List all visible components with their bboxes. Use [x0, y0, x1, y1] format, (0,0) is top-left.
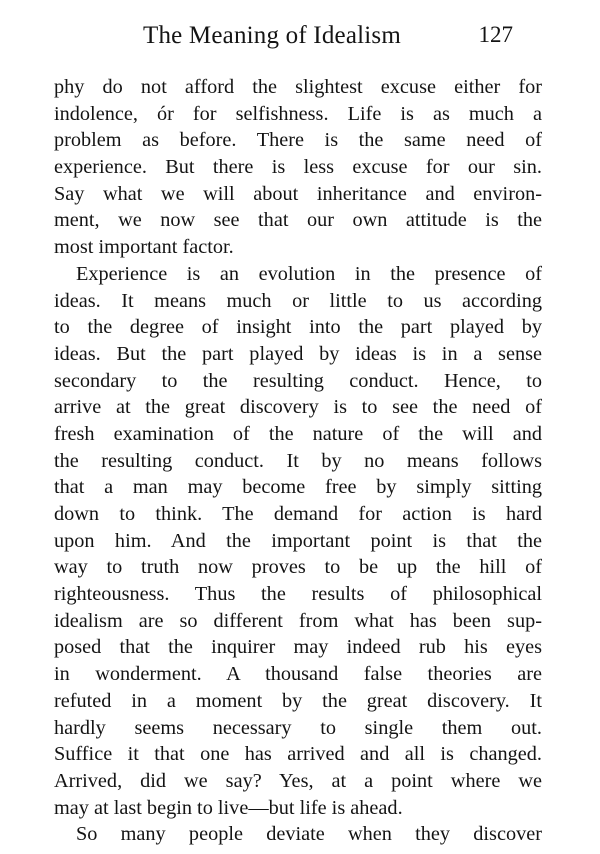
text-line: arrive at the great discovery is to see the need of — [54, 396, 542, 419]
text-line: the resulting conduct. It by no means follows — [54, 449, 542, 472]
text-line: ideas. It means much or little to us according — [54, 289, 542, 312]
page-body-text — [54, 74, 542, 848]
text-line: upon him. And the important point is that the — [54, 529, 542, 552]
text-line: fresh examination of the nature of the will and — [54, 422, 542, 445]
text-line: posed that the inquirer may indeed rub his eyes — [54, 636, 542, 659]
text-line: idealism are so different from what has been sup- — [54, 609, 542, 632]
text-line: Say what we will about inheritance and environ- — [54, 182, 542, 205]
chapter-title: The Meaning of Idealism — [143, 22, 401, 49]
text-line: down to think. The demand for action is hard — [54, 503, 542, 525]
text-line: righteousness. Thus the results of philosophical — [54, 583, 542, 606]
text-line: Suffice it that one has arrived and all is changed. — [54, 743, 542, 766]
text-line: that a man may become free by simply sitting — [54, 476, 542, 499]
text-line: phy do not afford the slightest excuse either for — [54, 76, 542, 98]
text-line: experience. But there is less excuse for our sin. — [54, 156, 542, 179]
text-line: refuted in a moment by the great discovery. It — [54, 689, 542, 712]
text-line: secondary to the resulting conduct. Hence, to — [54, 369, 542, 392]
text-line: way to truth now proves to be up the hill of — [54, 556, 542, 579]
text-line: ment, we now see that our own attitude is the — [54, 209, 542, 232]
running-header — [55, 22, 513, 56]
text-line: ideas. But the part played by ideas is in a sense — [54, 342, 542, 365]
text-line: indolence, ór for selfishness. Life is as much a — [54, 102, 542, 125]
text-line: Arrived, did we say? Yes, at a point where we — [54, 769, 542, 792]
text-line: in wonderment. A thousand false theories are — [54, 663, 542, 686]
text-line: to the degree of insight into the part played by — [54, 316, 542, 339]
text-line: hardly seems necessary to single them out. — [54, 716, 542, 739]
text-line: may at last begin to live—but life is ahead. — [54, 796, 403, 819]
text-line: problem as before. There is the same need of — [54, 129, 542, 152]
text-line: most important factor. — [54, 236, 234, 259]
page-number: 127 — [478, 22, 513, 47]
text-line: So many people deviate when they discover — [76, 823, 542, 846]
text-line: Experience is an evolution in the presence of — [76, 262, 542, 285]
